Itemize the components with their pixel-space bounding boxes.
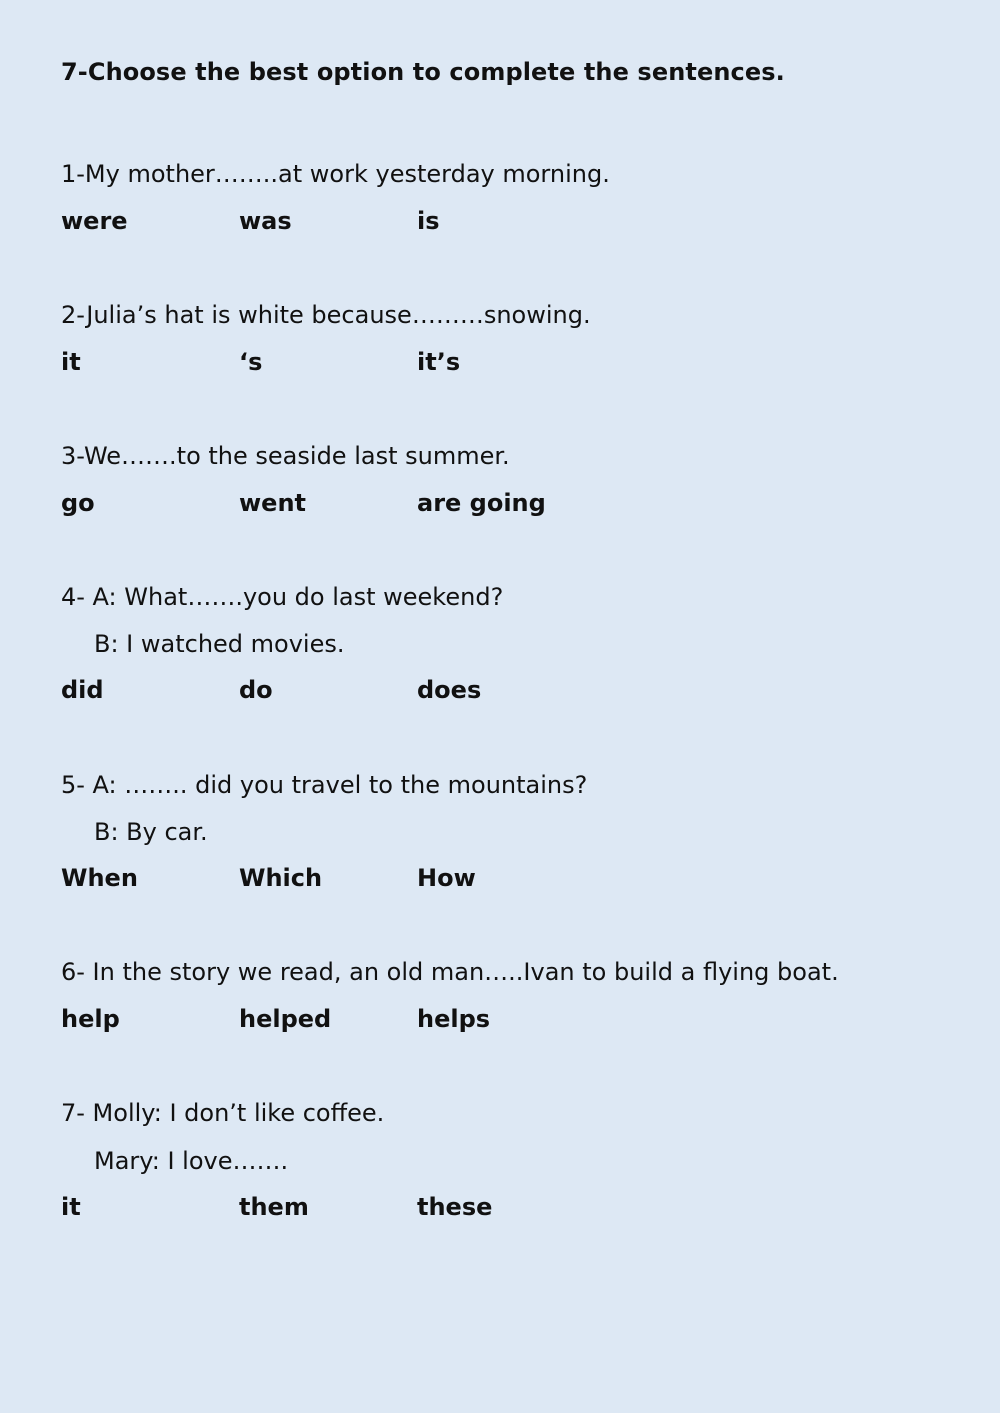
question-6-option-a[interactable]: help (61, 1005, 120, 1033)
question-3-options (61, 489, 761, 521)
question-5-option-b[interactable]: Which (239, 864, 323, 892)
question-6-option-b[interactable]: helped (239, 1005, 332, 1033)
question-4-options (61, 676, 761, 708)
question-3-option-c[interactable]: are going (417, 489, 546, 517)
question-3-option-a[interactable]: go (61, 489, 95, 517)
question-1-options (61, 207, 761, 239)
question-5-answer-line: B: By car. (94, 818, 208, 846)
question-7-option-a[interactable]: it (61, 1193, 81, 1221)
question-2-option-c[interactable]: it’s (417, 348, 461, 376)
question-3-option-b[interactable]: went (239, 489, 307, 517)
question-5-text: 5- A: …….. did you travel to the mountains? (61, 771, 588, 799)
question-4-option-a[interactable]: did (61, 676, 104, 704)
question-4-text: 4- A: What…….you do last weekend? (61, 583, 504, 611)
question-7-options (61, 1193, 761, 1225)
question-1-option-a[interactable]: were (61, 207, 128, 235)
question-2-text: 2-Julia’s hat is white because………snowing. (61, 301, 591, 329)
question-7-option-c[interactable]: these (417, 1193, 493, 1221)
question-5-options (61, 864, 761, 896)
question-4-option-c[interactable]: does (417, 676, 482, 704)
question-6-text: 6- In the story we read, an old man…..Ivan to build a flying boat. (61, 958, 839, 986)
exercise-heading: 7-Choose the best option to complete the sentences. (61, 58, 785, 86)
question-1-option-b[interactable]: was (239, 207, 292, 235)
question-5-option-c[interactable]: How (417, 864, 476, 892)
question-4-option-b[interactable]: do (239, 676, 273, 704)
question-2-option-a[interactable]: it (61, 348, 81, 376)
question-3-text: 3-We…….to the seaside last summer. (61, 442, 510, 470)
question-2-option-b[interactable]: ‘s (239, 348, 263, 376)
question-7-answer-line: Mary: I love……. (94, 1147, 289, 1175)
question-7-text: 7- Molly: I don’t like coffee. (61, 1099, 385, 1127)
question-6-option-c[interactable]: helps (417, 1005, 491, 1033)
question-2-options (61, 348, 761, 380)
question-7-option-b[interactable]: them (239, 1193, 309, 1221)
question-6-options (61, 1005, 761, 1037)
question-1-text: 1-My mother……..at work yesterday morning. (61, 160, 610, 188)
question-1-option-c[interactable]: is (417, 207, 440, 235)
question-5-option-a[interactable]: When (61, 864, 138, 892)
question-4-answer-line: B: I watched movies. (94, 630, 345, 658)
